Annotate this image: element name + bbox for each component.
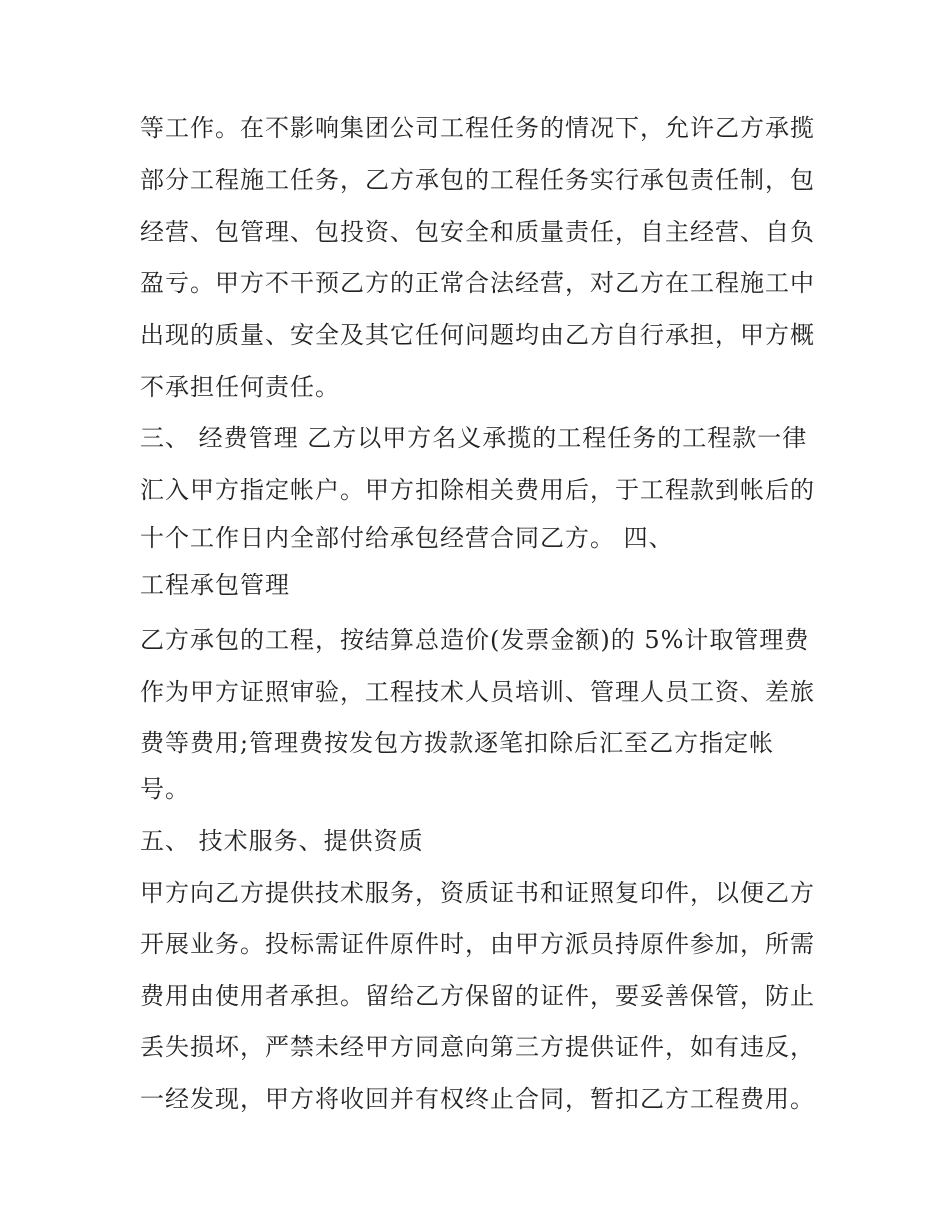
section-heading: 五、 技术服务、提供资质 bbox=[140, 827, 424, 855]
text-line: 不承担任何责任。 bbox=[140, 373, 340, 401]
text-line: 盈亏。甲方不干预乙方的正常合法经营，对乙方在工程施工中 bbox=[140, 269, 815, 297]
text-line: 乙方承包的工程，按结算总造价(发票金额)的 5%计取管理费 bbox=[140, 626, 810, 654]
text-line: 十个工作日内全部付给承包经营合同乙方。 四、 bbox=[140, 524, 674, 552]
text-line: 等工作。在不影响集团公司工程任务的情况下，允许乙方承揽 bbox=[140, 114, 815, 142]
text-line: 经营、包管理、包投资、包安全和质量责任，自主经营、自负 bbox=[140, 218, 815, 246]
text-line: 号。 bbox=[140, 775, 190, 803]
text-line: 费用由使用者承担。留给乙方保留的证件，要妥善保管，防止 bbox=[140, 982, 815, 1010]
text-line: 汇入甲方指定帐户。甲方扣除相关费用后，于工程款到帐后的 bbox=[140, 476, 815, 504]
text-line: 甲方向乙方提供技术服务，资质证书和证照复印件，以便乙方 bbox=[140, 879, 815, 907]
section-heading-line: 三、 经费管理 乙方以甲方名义承揽的工程任务的工程款一律 bbox=[140, 424, 808, 452]
text-line: 出现的质量、安全及其它任何问题均由乙方自行承担，甲方概 bbox=[140, 321, 815, 349]
text-line: 开展业务。投标需证件原件时，由甲方派员持原件参加，所需 bbox=[140, 930, 815, 958]
text-line: 一经发现，甲方将收回并有权终止合同，暂扣乙方工程费用。 bbox=[140, 1085, 815, 1113]
text-line: 部分工程施工任务，乙方承包的工程任务实行承包责任制，包 bbox=[140, 166, 815, 194]
text-line: 费等费用;管理费按发包方拨款逐笔扣除后汇至乙方指定帐 bbox=[140, 729, 775, 757]
section-heading: 工程承包管理 bbox=[140, 571, 290, 599]
text-line: 作为甲方证照审验，工程技术人员培训、管理人员工资、差旅 bbox=[140, 678, 815, 706]
text-line: 丢失损坏，严禁未经甲方同意向第三方提供证件，如有违反， bbox=[140, 1033, 815, 1061]
